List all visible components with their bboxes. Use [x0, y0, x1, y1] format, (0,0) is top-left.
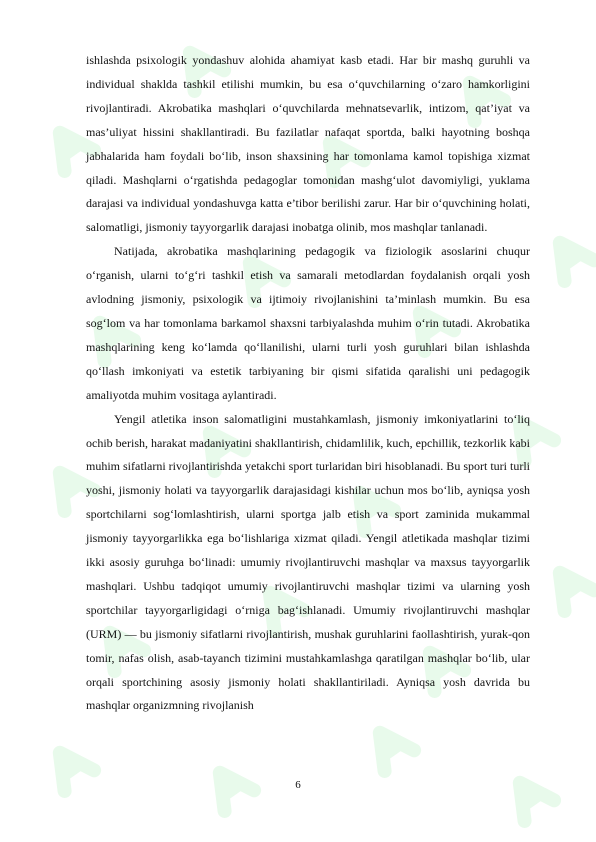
page-number: 6 [295, 779, 301, 791]
paragraph-conclusion: Natijada, akrobatika mashqlarining pedagogik va fiziologik asoslarini chuqur o‘rganish, ularni to‘g‘ri tashkil etish va samarali metodlardan foydalanish orqali yosh avlodning jismoniy, psixologik va ijtimoiy rivojlanishini ta’minlash mumkin. Bu esa sog‘lom va har tomonlama barkamol shaxsni tarbiyalashda muhim o‘rin tutadi. Akrobatika mashqlarining keng ko‘lamda qo‘llanilishi, ularni turli yosh guruhlari bilan ishlashda qo‘llash imkoniyati va estetik tarbiyaning bir qismi sifatida qaralishi uni pedagogik amaliyotda muhim vositaga aylantiradi. [86, 244, 530, 402]
watermark-mark [545, 562, 594, 610]
document-body [86, 49, 530, 718]
watermark-mark [545, 232, 594, 280]
paragraph-continuation: ishlashda psixologik yondashuv alohida ahamiyat kasb etadi. Har bir mashq guruhli va individual shaklda tashkil etilishi mumkin, bu esa o‘quvchilarning o‘zaro hamkorligini rivojlantiradi. Akrobatika mashqlari o‘quvchilarda mehnatsevarlik, intizom, qat’iyat va mas’uliyat hissini shakllantiradi. Bu fazilatlar nafaqat sportda, balki hayotning boshqa jabhalarida ham foydali bo‘lib, inson shaxsining har tomonlama kamol topishiga xizmat qiladi. Mashqlarni o‘rgatishda pedagoglar tomonidan mashg‘ulot davomiyligi, yuklama darajasi va individual yondashuvga katta e’tibor berilishi zarur. Har bir o‘quvchining holati, salomatligi, jismoniy tayyorgarlik darajasi inobatga olinib, mos mashqlar tanlanadi. [86, 53, 530, 235]
paragraph-athletics: Yengil atletika inson salomatligini mustahkamlash, jismoniy imkoniyatlarini to‘liq ochib berish, harakat madaniyatini shakllantirish, chidamlilik, kuch, epchillik, tezkorlik kabi muhim sifatlarni rivojlantirishda yetakchi sport turlaridan biri hisoblanadi. Bu sport turi turli yoshi, jismoniy holati va tayyorgarlik darajasidagi kishilar uchun mos bo‘lib, ayniqsa yosh sportchilarni sog‘lomlashtirish, ularni sportga jalb etish va sport zaminida mukammal jismoniy tayyorgarlikka ega bo‘lishlariga xizmat qiladi. Yengil atletikada mashqlar tizimi ikki asosiy guruhga bo‘linadi: umumiy rivojlantiruvchi mashqlar va maxsus tayyorgarlik mashqlari. Ushbu tadqiqot umumiy rivojlantiruvchi mashqlar tizimi va ularning yosh sportchilar tayyorgarligidagi o‘rniga bag‘ishlanadi. Umumiy rivojlantiruvchi mashqlar (URM) — bu jismoniy sifatlarni rivojlantirish, mushak guruhlarini faollashtirish, yurak-qon tomir, nafas olish, asab-tayanch tizimini mustahkamlashga qaratilgan mashqlar bo‘lib, ular orqali sportchining asosiy jismoniy holati shakllantiriladi. Ayniqsa yosh davrida bu mashqlar organizmning rivojlanish [86, 411, 530, 713]
watermark-mark [365, 722, 414, 770]
